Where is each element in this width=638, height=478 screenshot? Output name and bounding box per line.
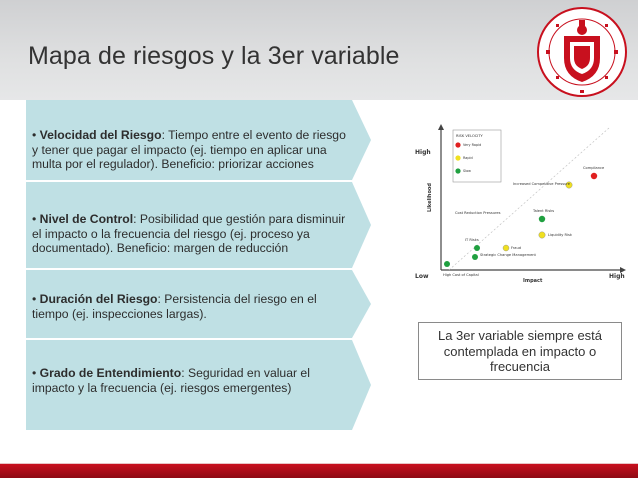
footer-bar bbox=[0, 464, 638, 478]
risk-label: Increased Competitive Pressure bbox=[513, 182, 570, 186]
university-seal-logo bbox=[536, 6, 628, 98]
risk-point bbox=[444, 261, 450, 267]
risk-label: Fraud bbox=[511, 246, 522, 250]
x-axis-low-label: Low bbox=[415, 273, 429, 280]
legend-label: Slow bbox=[463, 169, 471, 173]
bullet-item: • Grado de Entendimiento: Seguridad en valuar el impacto y la frecuencia (ej. riesgos emergentes) bbox=[32, 366, 310, 395]
risk-point bbox=[472, 254, 478, 260]
risk-point bbox=[474, 245, 480, 251]
bullet-term: Nivel de Control bbox=[39, 212, 134, 226]
risk-label: Compliance bbox=[583, 166, 605, 170]
bullet-text: : Posibilidad que gestión para disminuir el impacto o la frecuencia del riesgo (ej. proceso ya documentado). Beneficio: margen de reducción bbox=[32, 212, 346, 255]
bullet-arrow-3 bbox=[26, 270, 371, 338]
legend-title: RISK VELOCITY bbox=[456, 134, 483, 138]
risk-point bbox=[591, 173, 597, 179]
bullet-term: Grado de Entendimiento bbox=[39, 366, 182, 380]
risk-label: Talent Risks bbox=[533, 209, 555, 213]
bullet-item: • Nivel de Control: Posibilidad que gestión para disminuir el impacto o la frecuencia del riesgo (ej. proceso ya documentado). Beneficio: margen de reducción bbox=[32, 212, 346, 255]
bullet-arrow-1 bbox=[26, 100, 371, 180]
y-axis-high-label: High bbox=[415, 149, 431, 156]
bullet-term: Duración del Riesgo bbox=[39, 292, 158, 306]
legend-label: Very Rapid bbox=[463, 143, 482, 147]
x-axis-label: Impact bbox=[523, 278, 543, 284]
bullet-item: • Duración del Riesgo: Persistencia del riesgo en el tiempo (ej. inspecciones largas). bbox=[32, 292, 317, 321]
slide-header bbox=[0, 0, 638, 100]
legend-label: Rapid bbox=[463, 156, 473, 160]
bullet-item: • Velocidad del Riesgo: Tiempo entre el evento de riesgo y tener que pagar el impacto (ej. tiempo en aplicar una multa por el regulador). Beneficio: priorizar acciones bbox=[32, 128, 346, 171]
risk-map-chart bbox=[413, 120, 631, 290]
legend-slow-dot bbox=[455, 168, 460, 173]
bullet-arrow-4 bbox=[26, 340, 371, 430]
risk-label: High Cost of Capital bbox=[443, 273, 479, 277]
legend-rapid-dot bbox=[455, 155, 460, 160]
bullet-term: Velocidad del Riesgo bbox=[39, 128, 162, 142]
risk-label: IT Risks bbox=[465, 238, 479, 242]
risk-label: Cost Reduction Pressures bbox=[455, 211, 501, 215]
legend-very-rapid-dot bbox=[455, 142, 460, 147]
bullet-text: : Seguridad en valuar el impacto y la frecuencia (ej. riesgos emergentes) bbox=[32, 366, 310, 395]
bullet-text: : Tiempo entre el evento de riesgo y tener que pagar el impacto (ej. tiempo en aplicar una multa por el regulador). Beneficio: priorizar acciones bbox=[32, 128, 346, 171]
note-box: La 3er variable siempre está contemplada en impacto o frecuencia bbox=[418, 322, 622, 380]
slide-title: Mapa de riesgos y la 3er variable bbox=[28, 42, 400, 70]
bullet-arrow-2 bbox=[26, 182, 371, 268]
risk-point bbox=[503, 245, 509, 251]
y-axis-label: Likelihood bbox=[427, 183, 433, 212]
risk-point bbox=[539, 216, 545, 222]
risk-label: Strategic Change Management bbox=[480, 253, 536, 257]
bullet-text: : Persistencia del riesgo en el tiempo (ej. inspecciones largas). bbox=[32, 292, 317, 321]
x-axis-high-label: High bbox=[609, 273, 625, 280]
risk-label: Liquidity Risk bbox=[548, 233, 572, 237]
risk-point bbox=[539, 232, 545, 238]
